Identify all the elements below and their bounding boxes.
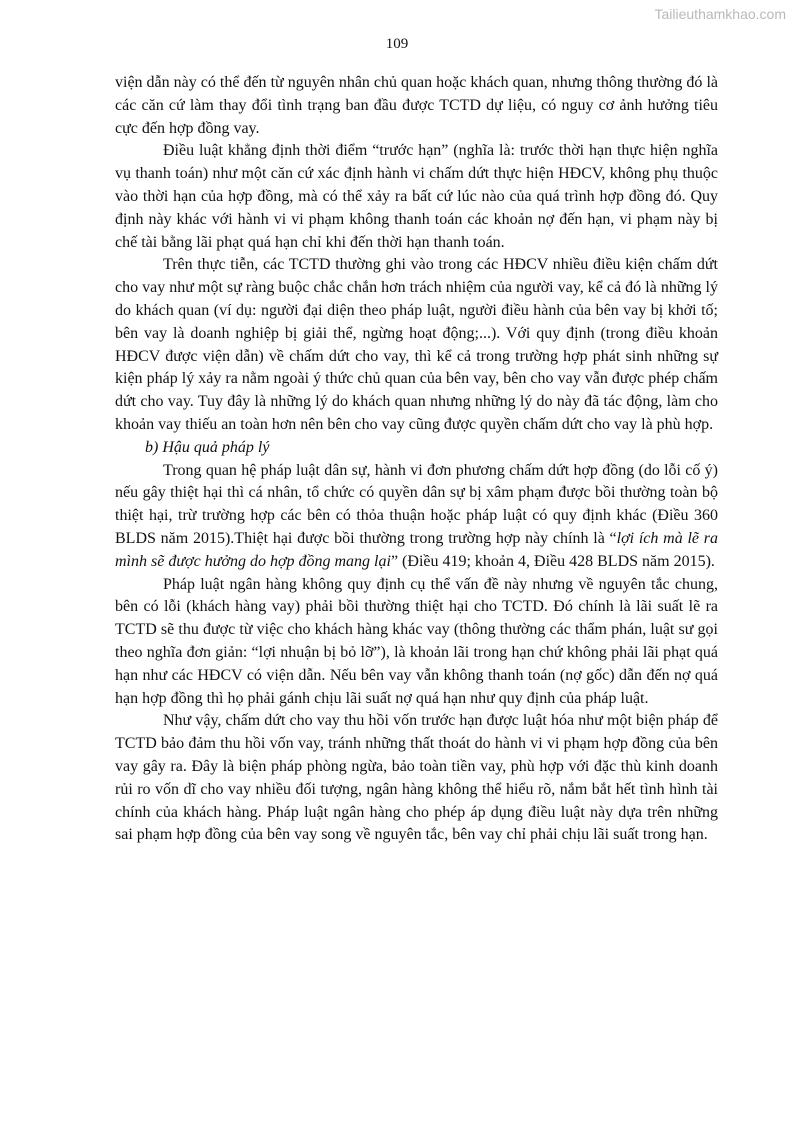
paragraph-civil-law (115, 460, 718, 574)
civil-law-quote: lợi ích mà lẽ ra mình sẽ được hưởng do hợp đồng mang lại (115, 529, 718, 570)
section-heading-legal-consequences: b) Hậu quả pháp lý (145, 438, 270, 456)
civil-law-text-start: Trong quan hệ pháp luật dân sự, hành vi đơn phương chấm dứt hợp đồng (do lỗi cố ý) nếu gây thiệt hại thì cá nhân, tổ chức có quyền dân sự bị xâm phạm được bồi thường toàn bộ thiệt hại, trừ trường hợp các bên có thỏa thuận hoặc pháp luật có quy định khác (Điều 360 BLDS năm 2015).Thiệt hại được bồi thường trong trường hợp này chính là “ (115, 461, 718, 547)
civil-law-text-end: ” (Điều 419; khoản 4, Điều 428 BLDS năm 2015). (390, 552, 715, 570)
paragraph-conclusion: Như vậy, chấm dứt cho vay thu hồi vốn trước hạn được luật hóa như một biện pháp để TCTD bảo đảm thu hồi vốn vay, tránh những thất thoát do hành vi vi phạm hợp đồng của bên vay gây ra. Đây là biện pháp phòng ngừa, bảo toàn tiền vay, phù hợp với đặc thù kinh doanh rủi ro vốn dĩ cho vay nhiều đối tượng, ngân hàng không thể hiểu rõ, nắm bắt hết tình hình tài chính của khách hàng. Pháp luật ngân hàng cho phép áp dụng điều luật này dựa trên những sai phạm hợp đồng của bên vay song về nguyên tắc, bên vay chỉ phải chịu lãi suất trong hạn. (115, 712, 718, 844)
paragraph-before-term: Điều luật khẳng định thời điểm “trước hạn” (nghĩa là: trước thời hạn thực hiện nghĩa vụ thanh toán) như một căn cứ xác định hành vi chấm dứt thực hiện HĐCV, không phụ thuộc vào thời hạn của hợp đồng, mà có thể xảy ra bất cứ lúc nào của quá trình hợp đồng đó. Quy định này khác với hành vi vi phạm không thanh toán các khoản nợ đến hạn, vi phạm này bị chế tài bằng lãi phạt quá hạn chỉ khi đến thời hạn thanh toán. (115, 142, 718, 251)
document-body (115, 72, 718, 847)
paragraph-practice: Trên thực tiễn, các TCTD thường ghi vào trong các HĐCV nhiều điều kiện chấm dứt cho vay như một sự ràng buộc chắc chắn hơn trách nhiệm của người vay, kể cả đó là những lý do khách quan (ví dụ: người đại diện theo pháp luật, người điều hành của bên vay bị khởi tố; bên vay là doanh nghiệp bị giải thể, ngừng hoạt động;...). Với quy định (trong điều khoản HĐCV được viện dẫn) về chấm dứt cho vay, thì kể cả trong trường hợp phát sinh những sự kiện pháp lý xảy ra nằm ngoài ý thức chủ quan của bên vay, bên cho vay vẫn được phép chấm dứt cho vay. Tuy đây là những lý do khách quan nhưng những lý do này đã tác động, làm cho khoản vay thiếu an toàn hơn nên bên cho vay cũng được quyền chấm dứt cho vay là phù hợp. (115, 256, 718, 433)
paragraph-banking-law: Pháp luật ngân hàng không quy định cụ thể vấn đề này nhưng về nguyên tắc chung, bên có lỗi (khách hàng vay) phải bồi thường thiệt hại cho TCTD. Đó chính là lãi suất lẽ ra TCTD sẽ thu được từ việc cho khách hàng khác vay (thông thường các thẩm phán, luật sư gọi theo nghĩa đơn giản: “lợi nhuận bị bỏ lỡ”), là khoản lãi trong hạn chứ không phải lãi phạt quá hạn như các HĐCV có viện dẫn. Nếu bên vay vẫn không thanh toán (nợ gốc) dẫn đến nợ quá hạn hợp đồng thì họ phải gánh chịu lãi suất nợ quá hạn như quy định của pháp luật. (115, 575, 718, 707)
page-number: 109 (385, 36, 409, 52)
paragraph-continuation: viện dẫn này có thể đến từ nguyên nhân chủ quan hoặc khách quan, nhưng thông thường đó là các căn cứ làm thay đổi tình trạng ban đầu được TCTD dự liệu, có nguy cơ ảnh hưởng tiêu cực đến hợp đồng vay. (115, 74, 718, 137)
watermark-text: Tailieuthamkhao.com (654, 6, 786, 22)
